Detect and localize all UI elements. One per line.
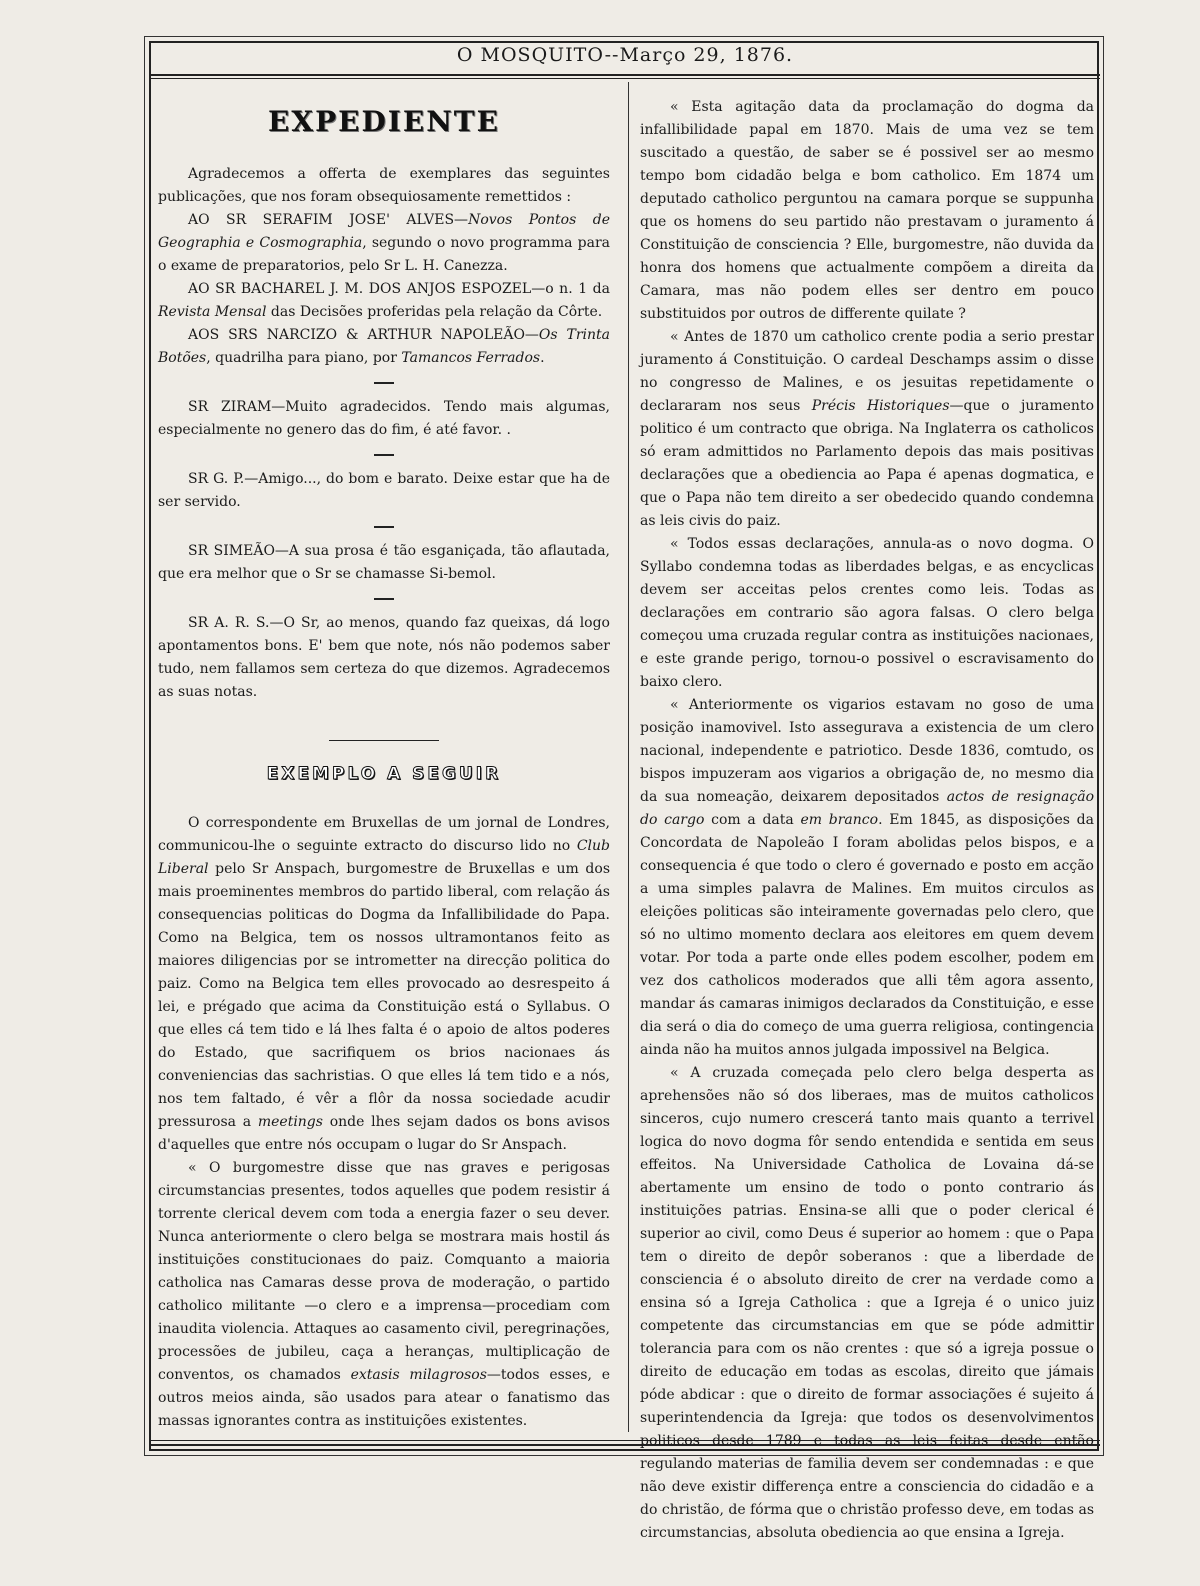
exemplo-heading: EXEMPLO A SEGUIR <box>266 764 502 784</box>
text: —todos esses, e outros meios ainda, são usados para atear o fanatismo das massas ignorantes contra as instituições existentes. <box>158 1367 610 1429</box>
section-separator-rule <box>329 740 439 741</box>
text: , segundo o novo programma para o exame de preparatorios, pelo Sr L. H. Canezza. <box>158 235 610 274</box>
article-paragraph-2 <box>158 1157 610 1433</box>
expediente-heading: EXPEDIENTE <box>268 105 500 138</box>
text: « Antes de 1870 um catholico crente podia a serio prestar juramento á Constituição. O cardeal Deschamps assim o disse no congresso de Malines, e os jesuitas repetidamente o declararam nos seus <box>640 329 1094 414</box>
meetings-italic: meetings <box>257 1114 323 1130</box>
dash-separator <box>374 598 394 600</box>
text: AO SR BACHAREL J. M. DOS ANJOS ESPOZEL—o n. 1 da <box>188 281 610 297</box>
masthead-rule-thin <box>150 78 1100 79</box>
quote-paragraph-1: « Esta agitação data da proclamação do dogma da infallibilidade papal em 1870. Mais de uma vez se tem suscitado a questão, de saber se é possivel ser ao mesmo tempo bom cidadão belga e bom catholico. Em 1874 um deputado catholico perguntou na camara porque se suppunha que os homens do seu partido não prestavam o juramento á Constituição de consciencia ? Elle, burgomestre, não duvida da honra dos homens que actualmente compõem a direita da Camara, mas não podem elles ser dentro em pouco substituidos por outros de differente quilate ? <box>640 99 1094 322</box>
author-italic: Tamancos Ferrados <box>401 350 541 366</box>
text: « Anteriormente os vigarios estavam no goso de uma posição inamovivel. Isto assegurava a existencia de um clero nacional, independente e patriotico. Desde 1836, comtudo, os bispos impuzeram aos vigarios a obrigação de, no mesmo dia da sua nomeação, deixarem depositados <box>640 697 1094 805</box>
dash-separator <box>374 382 394 384</box>
right-column <box>640 96 1094 1545</box>
text: onde lhes sejam dados os bons avisos d'aquelles que entre nós occupam o lugar do Sr Anspach. <box>158 1114 610 1153</box>
acknowledgement-3 <box>158 324 610 370</box>
text: . Em 1845, as disposições da Concordata de Napoleão I foram abolidas pelos bispos, e a consequencia é que todo o clero é governado e posto em acção a uma simples palavra de Malines. Em muitos circulos as eleições politicas são inteiramente governadas pelo clero, que só no ultimo momento declara aos eleitores em quem devem votar. Por toda a parte onde elles podem escolher, podem em vez dos catholicos moderados que alli têm agora assento, mandar ás camaras inimigos declarados da Constituição, e esse dia será o dia do começo de uma guerra religiosa, contingencia ainda não ha muitos annos julgada impossivel na Belgica. <box>640 812 1094 1058</box>
text: , quadrilha para piano, por <box>206 350 402 366</box>
masthead-rule <box>150 74 1100 76</box>
correspondence-simeao: SR SIMEÃO—A sua prosa é tão esganiçada, tão aflautada, que era melhor que o Sr se chamasse Si-bemol. <box>158 543 610 582</box>
correspondence-ziram: SR ZIRAM—Muito agradecidos. Tendo mais algumas, especialmente no genero das do fim, é até favor. . <box>158 399 610 438</box>
quote-paragraph-3: « Todos essas declarações, annula-as o novo dogma. O Syllabo condemna todas as liberdades belgas, e as encyclicas devem ser acceitas pelos crentes como leis. Todas as declarações em contrario são agora falsas. O clero belga começou uma cruzada regular contra as instituições nacionaes, e este grande perigo, tornou-o possivel o escravisamento do baixo clero. <box>640 536 1094 690</box>
page-header-title: O MOSQUITO--Março 29, 1876. <box>456 44 794 66</box>
text: O correspondente em Bruxellas de um jornal de Londres, communicou-lhe o seguinte extracto do discurso lido no <box>158 815 610 854</box>
correspondence-ars: SR A. R. S.—O Sr, ao menos, quando faz queixas, dá logo apontamentos bons. E' bem que note, nós não podemos saber tudo, nem fallamos sem certeza do que dizemos. Agradecemos as suas notas. <box>158 615 610 700</box>
acknowledgement-2 <box>158 278 610 324</box>
quote-paragraph-4 <box>640 694 1094 1062</box>
text: . <box>540 350 545 366</box>
column-divider <box>628 82 629 1432</box>
quote-paragraph-2 <box>640 326 1094 533</box>
text: das Decisões proferidas pela relação da Côrte. <box>266 304 603 320</box>
title-italic: Novos Pontos de Geographia e Cosmographia <box>158 212 610 251</box>
actos-italic: actos de resignação do cargo <box>640 789 1095 828</box>
acknowledgement-1 <box>158 209 610 278</box>
article-paragraph-1 <box>158 812 610 1157</box>
text: pelo Sr Anspach, burgomestre de Bruxellas e um dos mais proeminentes membros do partido liberal, com relação ás consequencias politicas do Dogma da Infallibilidade do Papa. Como na Belgica, tem os nossos ultramontanos feito as maiores diligencias por se intrometter na direcção politica do paiz. Como na Belgica tem elles provocado ao desrespeito á lei, e prégado que acima da Constituição está o Syllabus. O que elles cá tem tido e lá lhes falta é o apoio de altos poderes do Estado, que sacrifiquem os brios nacionaes ás conveniencias das sachristias. O que elles lá tem tido e a nós, nos tem faltado, é vêr a flôr da nossa sociedade acudir pressurosa a <box>158 861 610 1130</box>
text: —que o juramento politico é um contracto que obriga. Na Inglaterra os catholicos só eram admittidos no Parlamento depois das mais positivas declarações que a obediencia ao Papa é apenas dogmatica, e que o Papa não tem direito a ser obedecido quando condemna as leis civis do paiz. <box>640 398 1095 529</box>
text: com a data <box>704 812 801 828</box>
club-italic: Club Liberal <box>158 838 610 877</box>
text: AO SR SERAFIM JOSE' ALVES— <box>188 212 469 228</box>
title-italic: Revista Mensal <box>158 304 267 320</box>
correspondence-gp: SR G. P.—Amigo..., do bom e barato. Deixe estar que ha de ser servido. <box>158 471 610 510</box>
dash-separator <box>374 454 394 456</box>
quote-paragraph-5: « A cruzada começada pelo clero belga desperta as aprehensões não só dos liberaes, mas de muitos catholicos sinceros, cujo numero crescerá tanto mais quanto a terrivel logica do novo dogma fôr sendo entendida e sentida em seus effeitos. Na Universidade Catholica de Lovaina dá-se abertamente um ensino de todo o ponto contrario ás instituições patrias. Ensina-se alli que o poder clerical é superior ao civil, como Deus é superior ao homem : que o Papa tem o direito de depôr soberanos : que a liberdade de consciencia é o absoluto direito de crer na verdade como a ensina só a Igreja Catholica : que a Igreja é o unico juiz competente das circumstancias em que se póde admittir tolerancia para com os não crentes : que só a igreja possue o direito de educação em todas as escolas, direito que jámais póde abdicar : que o direito de formar associações é sujeito á superintendencia da Igreja: que todos os desenvolvimentos politicos desde 1789 e todas as leis feitas desde então regulando materias de familia devem ser condemnadas : e que não deve existir differença entre a consciencia do cidadão e a do christão, de fórma que o christão professo deve, em todas as circumstancias, absoluta obediencia ao que ensina a Igreja. <box>640 1065 1094 1541</box>
title-italic: Os Trinta Botões <box>158 327 610 366</box>
intro-paragraph: Agradecemos a offerta de exemplares das seguintes publicações, que nos foram obsequiosamente remettidos : <box>158 166 610 205</box>
extasis-italic: extasis milagrosos <box>350 1367 487 1383</box>
em-branco-italic: em branco <box>800 812 879 828</box>
text: AOS SRS NARCIZO & ARTHUR NAPOLEÃO— <box>188 327 539 343</box>
left-column <box>158 96 610 1433</box>
text: « O burgomestre disse que nas graves e perigosas circumstancias presentes, todos aquelles que podem resistir á torrente clerical devem com toda a energia fazer o seu dever. Nunca anteriormente o clero belga se mostrara mais hostil ás instituições constitucionaes do paiz. Comquanto a maioria catholica nas Camaras desse prova de moderação, o partido catholico militante —o clero e a imprensa—procediam com inaudita violencia. Attaques ao casamento civil, peregrinações, processões de jubileu, caça a heranças, multiplicação de conventos, os chamados <box>158 1160 610 1383</box>
dash-separator <box>374 526 394 528</box>
precis-italic: Précis Historiques <box>811 398 950 414</box>
